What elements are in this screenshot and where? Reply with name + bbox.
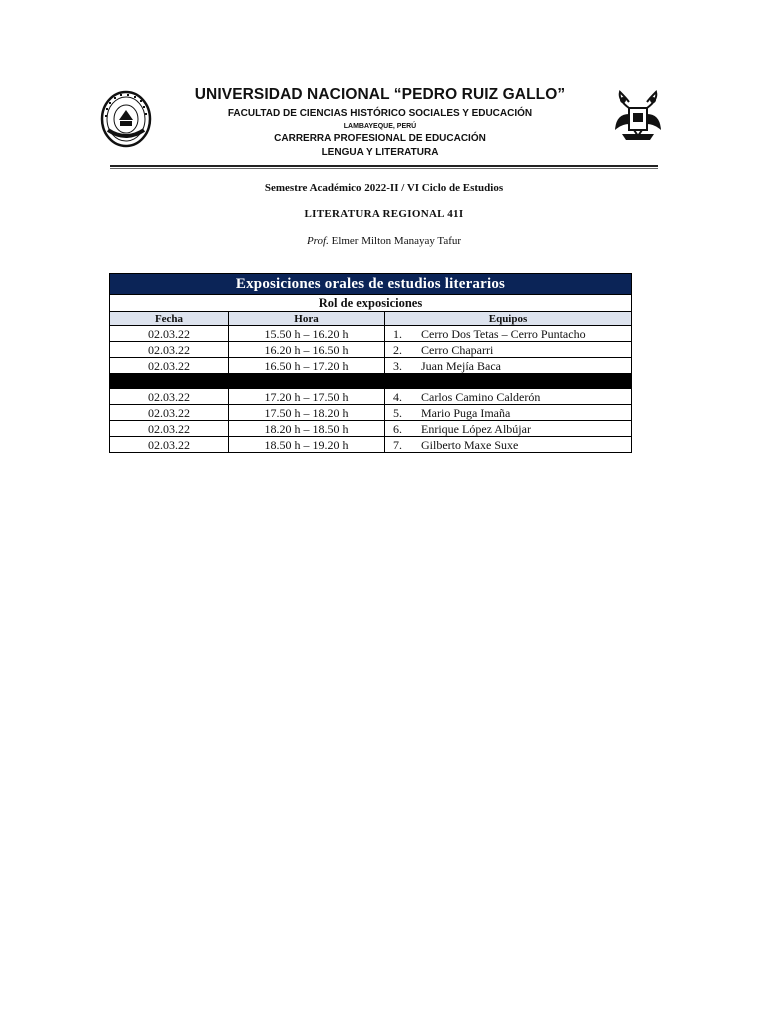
cell-date: 02.03.22: [110, 389, 229, 405]
cell-team: [385, 342, 632, 358]
team-number: 4.: [393, 389, 402, 404]
team-number: 1.: [393, 326, 402, 341]
team-name: Enrique López Albújar: [421, 421, 531, 436]
table-row: [110, 326, 632, 342]
cell-date: 02.03.22: [110, 421, 229, 437]
cell-date: 02.03.22: [110, 342, 229, 358]
cell-hour: 16.20 h – 16.50 h: [229, 342, 385, 358]
cell-team: [385, 389, 632, 405]
cell-team: [385, 326, 632, 342]
break-separator: [110, 374, 632, 389]
cell-team: [385, 421, 632, 437]
professor-label: Prof.: [306, 235, 329, 247]
team-number: 6.: [393, 421, 402, 436]
faculty-name: FACULTAD DE CIENCIAS HISTÓRICO SOCIALES Y EDUCACIÓN: [227, 108, 533, 119]
university-name: UNIVERSIDAD NACIONAL “PEDRO RUIZ GALLO”: [194, 86, 566, 103]
university-seal-icon: [100, 90, 152, 148]
cell-hour: 15.50 h – 16.20 h: [229, 326, 385, 342]
professor-line: [0, 235, 768, 247]
table-title-row: [110, 274, 632, 295]
header-divider: [110, 165, 658, 167]
column-header-row: [110, 312, 632, 326]
cell-team: [385, 437, 632, 453]
cell-date: 02.03.22: [110, 326, 229, 342]
professor-name: Elmer Milton Manayay Tafur: [331, 235, 462, 247]
semester-line: Semestre Académico 2022-II / VI Ciclo de Estudios: [264, 182, 504, 194]
coat-of-arms-icon: [612, 90, 664, 148]
cell-hour: 18.50 h – 19.20 h: [229, 437, 385, 453]
cell-hour: 17.20 h – 17.50 h: [229, 389, 385, 405]
document-header: [96, 82, 664, 168]
team-number: 2.: [393, 342, 402, 357]
team-name: Cerro Chaparri: [421, 342, 494, 357]
header-divider-thin: [110, 168, 658, 169]
table-row: [110, 358, 632, 374]
cell-date: 02.03.22: [110, 358, 229, 374]
header-text: [156, 82, 604, 158]
team-name: Mario Puga Imaña: [421, 405, 511, 420]
table-row: [110, 389, 632, 405]
cell-hour: 17.50 h – 18.20 h: [229, 405, 385, 421]
table-row: [110, 437, 632, 453]
specialty-name: LENGUA Y LITERATURA: [321, 147, 439, 158]
cell-hour: 16.50 h – 17.20 h: [229, 358, 385, 374]
cell-date: 02.03.22: [110, 405, 229, 421]
cell-team: [385, 405, 632, 421]
column-header-fecha: Fecha: [110, 312, 229, 326]
cell-team: [385, 358, 632, 374]
team-name: Gilberto Maxe Suxe: [421, 437, 519, 452]
team-number: 5.: [393, 405, 402, 420]
table-subtitle-row: [110, 295, 632, 312]
team-number: 3.: [393, 358, 402, 373]
team-name: Juan Mejía Baca: [421, 358, 501, 373]
city-name: LAMBAYEQUE, PERÚ: [343, 123, 417, 130]
course-title: LITERATURA REGIONAL 41I: [304, 208, 464, 220]
table-row: [110, 421, 632, 437]
column-header-equipos: Equipos: [385, 312, 632, 326]
team-name: Carlos Camino Calderón: [421, 389, 541, 404]
table-subtitle: Rol de exposiciones: [110, 295, 632, 312]
team-number: 7.: [393, 437, 402, 452]
cell-date: 02.03.22: [110, 437, 229, 453]
table-row: [110, 405, 632, 421]
break-separator-row: [110, 374, 632, 389]
cell-hour: 18.20 h – 18.50 h: [229, 421, 385, 437]
team-name: Cerro Dos Tetas – Cerro Puntacho: [421, 326, 586, 341]
column-header-hora: Hora: [229, 312, 385, 326]
table-row: [110, 342, 632, 358]
presentation-schedule-table: [109, 273, 632, 453]
table-title: Exposiciones orales de estudios literarios: [110, 274, 632, 295]
career-name: CARRERRA PROFESIONAL DE EDUCACIÓN: [274, 133, 486, 144]
